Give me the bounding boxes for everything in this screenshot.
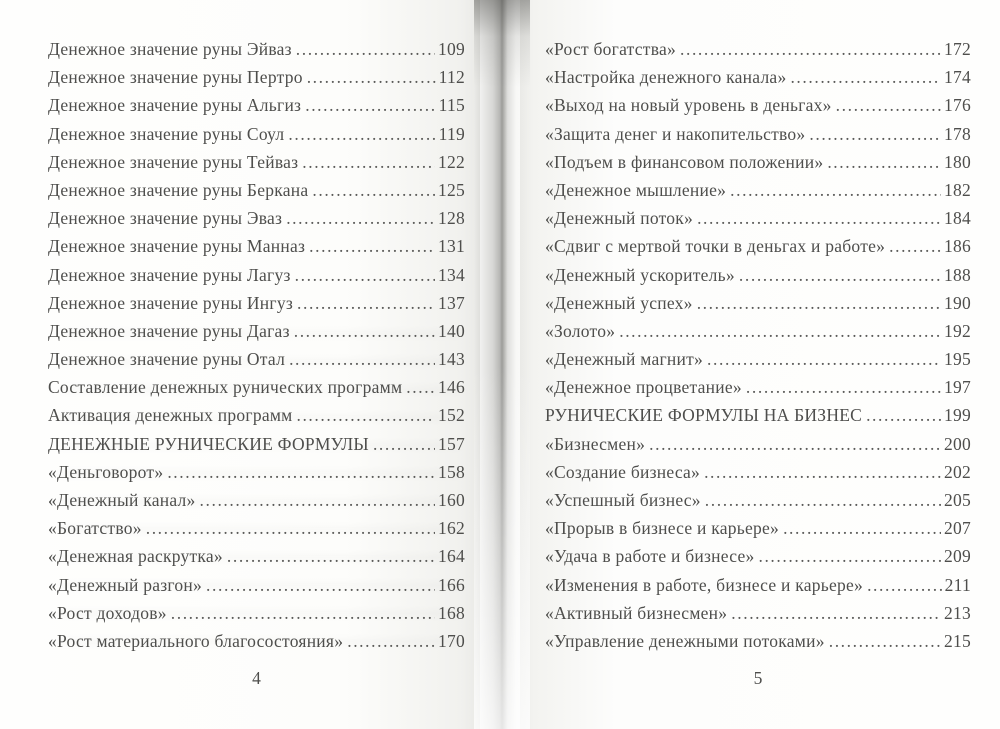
toc-entry-title: «Золото» bbox=[545, 320, 616, 341]
toc-leader-dots bbox=[227, 546, 435, 567]
toc-entry bbox=[48, 321, 465, 349]
toc-entry-title: «Денежный ускоритель» bbox=[545, 264, 735, 285]
toc-entry-page: 137 bbox=[438, 292, 465, 313]
toc-entry bbox=[48, 208, 465, 236]
toc-entry bbox=[48, 349, 465, 377]
toc-entry-page: 182 bbox=[944, 179, 971, 200]
toc-leader-dots bbox=[295, 265, 435, 286]
toc-entry bbox=[48, 124, 465, 152]
toc-entry bbox=[545, 95, 971, 123]
toc-entry-page: 205 bbox=[944, 490, 971, 510]
toc-entry-page: 160 bbox=[438, 490, 465, 510]
toc-entry-title: Денежное значение руны Дагаз bbox=[48, 320, 290, 341]
toc-leader-dots bbox=[312, 180, 435, 201]
toc-leader-dots bbox=[206, 575, 435, 596]
toc-entry bbox=[48, 518, 465, 546]
toc-leader-dots bbox=[697, 208, 941, 229]
toc-entry-page: 176 bbox=[944, 95, 971, 116]
toc-entry-page: 109 bbox=[438, 39, 465, 59]
toc-entry-page: 178 bbox=[944, 123, 971, 144]
toc-leader-dots bbox=[697, 293, 941, 314]
toc-entry-page: 152 bbox=[438, 405, 465, 426]
toc-entry-title: «Настройка денежного канала» bbox=[545, 67, 787, 88]
toc-entry-page: 199 bbox=[944, 405, 971, 426]
toc-entry-page: 174 bbox=[944, 67, 971, 88]
toc-entry-list bbox=[48, 39, 465, 659]
toc-entry bbox=[545, 546, 971, 574]
toc-leader-dots bbox=[758, 546, 941, 567]
toc-entry bbox=[48, 575, 465, 603]
toc-leader-dots bbox=[867, 575, 942, 596]
toc-entry-title: «Выход на новый уровень в деньгах» bbox=[545, 95, 832, 116]
toc-left-column bbox=[48, 39, 465, 689]
toc-entry-title: «Денежный магнит» bbox=[545, 349, 704, 370]
toc-entry bbox=[48, 293, 465, 321]
toc-entry-title: «Денежное мышление» bbox=[545, 179, 727, 200]
toc-right-column bbox=[545, 39, 971, 689]
toc-entry-page: 164 bbox=[438, 546, 465, 567]
toc-entry-list bbox=[545, 39, 971, 659]
toc-entry-title: «Удача в работе и бизнесе» bbox=[545, 546, 755, 567]
toc-entry-title: «Денежное процветание» bbox=[545, 377, 742, 398]
toc-leader-dots bbox=[305, 95, 435, 116]
toc-entry bbox=[545, 321, 971, 349]
toc-leader-dots bbox=[200, 490, 435, 511]
toc-entry bbox=[545, 180, 971, 208]
toc-entry-title: Денежное значение руны Соул bbox=[48, 123, 285, 144]
toc-leader-dots bbox=[296, 405, 435, 426]
toc-entry-page: 195 bbox=[944, 349, 971, 370]
toc-leader-dots bbox=[347, 631, 435, 652]
toc-entry bbox=[545, 293, 971, 321]
toc-entry-title: Денежное значение руны Пертро bbox=[48, 67, 303, 88]
toc-entry-page: 131 bbox=[438, 236, 465, 257]
toc-entry-title: «Денежный поток» bbox=[545, 208, 694, 229]
toc-leader-dots bbox=[309, 236, 435, 257]
toc-leader-dots bbox=[746, 377, 941, 398]
toc-entry-page: 168 bbox=[438, 602, 465, 623]
toc-entry bbox=[545, 434, 971, 462]
toc-leader-dots bbox=[680, 39, 941, 60]
toc-entry-title: «Прорыв в бизнесе и карьере» bbox=[545, 518, 780, 539]
toc-entry-title: «Денежный успех» bbox=[545, 292, 693, 313]
toc-entry bbox=[48, 434, 465, 462]
toc-entry bbox=[48, 265, 465, 293]
toc-entry-title: Денежное значение руны Эваз bbox=[48, 208, 283, 229]
left-page-number: 4 bbox=[252, 668, 261, 689]
toc-entry bbox=[545, 124, 971, 152]
toc-entry-page: 125 bbox=[438, 179, 465, 200]
toc-entry bbox=[545, 462, 971, 490]
toc-entry bbox=[545, 208, 971, 236]
toc-entry-page: 211 bbox=[944, 574, 971, 595]
toc-entry bbox=[545, 603, 971, 631]
toc-entry bbox=[48, 377, 465, 405]
toc-leader-dots bbox=[809, 124, 941, 145]
toc-entry bbox=[48, 95, 465, 123]
toc-entry bbox=[545, 236, 971, 264]
toc-leader-dots bbox=[790, 67, 941, 88]
toc-entry-title: «Подъем в финансовом положении» bbox=[545, 151, 824, 172]
toc-entry-page: 192 bbox=[944, 320, 971, 341]
toc-leader-dots bbox=[739, 265, 941, 286]
toc-entry bbox=[545, 377, 971, 405]
toc-entry-page: 170 bbox=[438, 630, 465, 651]
right-page-number: 5 bbox=[753, 668, 763, 689]
toc-entry-page: 207 bbox=[944, 518, 971, 539]
toc-entry-page: 115 bbox=[438, 95, 465, 116]
book-gutter-shadow bbox=[474, 0, 530, 729]
toc-entry-title: «Рост доходов» bbox=[48, 602, 167, 623]
toc-entry-page: 157 bbox=[438, 433, 465, 454]
toc-leader-dots bbox=[827, 152, 941, 173]
toc-leader-dots bbox=[406, 377, 435, 398]
toc-entry-page: 128 bbox=[438, 208, 465, 229]
toc-entry bbox=[545, 349, 971, 377]
toc-entry bbox=[48, 631, 465, 659]
toc-entry-title: Денежное значение руны Альгиз bbox=[48, 95, 302, 116]
toc-entry-title: «Управление денежными потоками» bbox=[545, 630, 825, 651]
toc-leader-dots bbox=[286, 208, 435, 229]
toc-entry bbox=[48, 546, 465, 574]
toc-entry bbox=[545, 39, 971, 67]
toc-entry-title: РУНИЧЕСКИЕ ФОРМУЛЫ НА БИЗНЕС bbox=[545, 405, 863, 426]
toc-entry-page: 215 bbox=[944, 630, 971, 651]
toc-leader-dots bbox=[649, 434, 941, 455]
toc-entry-page: 180 bbox=[944, 151, 971, 172]
toc-entry bbox=[48, 67, 465, 95]
toc-leader-dots bbox=[373, 434, 435, 455]
toc-leader-dots bbox=[704, 462, 941, 483]
toc-entry bbox=[545, 152, 971, 180]
toc-entry bbox=[545, 518, 971, 546]
toc-entry-page: 190 bbox=[944, 292, 971, 313]
toc-leader-dots bbox=[619, 321, 941, 342]
toc-entry-page: 140 bbox=[438, 320, 465, 341]
toc-entry-page: 112 bbox=[438, 67, 465, 88]
toc-leader-dots bbox=[294, 321, 435, 342]
toc-entry-page: 158 bbox=[438, 461, 465, 482]
toc-leader-dots bbox=[297, 293, 435, 314]
toc-leader-dots bbox=[707, 349, 941, 370]
toc-entry-title: «Богатство» bbox=[48, 518, 142, 539]
toc-leader-dots bbox=[889, 236, 941, 257]
toc-entry-page: 172 bbox=[944, 39, 971, 59]
toc-entry-page: 146 bbox=[438, 377, 465, 398]
toc-leader-dots bbox=[731, 603, 941, 624]
toc-entry-title: Составление денежных рунических программ bbox=[48, 377, 403, 398]
toc-entry-page: 213 bbox=[944, 602, 971, 623]
toc-entry bbox=[545, 490, 971, 518]
toc-leader-dots bbox=[167, 462, 435, 483]
toc-leader-dots bbox=[296, 39, 435, 60]
toc-entry-page: 119 bbox=[438, 123, 465, 144]
toc-leader-dots bbox=[730, 180, 941, 201]
toc-entry-title: Денежное значение руны Манназ bbox=[48, 236, 306, 257]
toc-entry-title: «Рост материального благосостояния» bbox=[48, 630, 344, 651]
toc-entry-title: «Денежный канал» bbox=[48, 490, 196, 510]
toc-leader-dots bbox=[171, 603, 435, 624]
toc-entry-title: Денежное значение руны Тейваз bbox=[48, 151, 299, 172]
toc-entry-page: 209 bbox=[944, 546, 971, 567]
toc-entry bbox=[545, 67, 971, 95]
toc-entry-title: Денежное значение руны Отал bbox=[48, 349, 286, 370]
toc-entry bbox=[48, 236, 465, 264]
toc-entry-page: 162 bbox=[438, 518, 465, 539]
toc-entry bbox=[48, 462, 465, 490]
toc-leader-dots bbox=[705, 490, 941, 511]
toc-entry-page: 200 bbox=[944, 433, 971, 454]
toc-entry-page: 197 bbox=[944, 377, 971, 398]
toc-entry-title: «Защита денег и накопительство» bbox=[545, 123, 806, 144]
toc-entry-title: «Бизнесмен» bbox=[545, 433, 646, 454]
toc-entry-title: «Успешный бизнес» bbox=[545, 490, 701, 510]
toc-entry-page: 188 bbox=[944, 264, 971, 285]
toc-entry bbox=[48, 180, 465, 208]
toc-entry bbox=[48, 405, 465, 433]
toc-leader-dots bbox=[829, 631, 941, 652]
toc-leader-dots bbox=[783, 518, 941, 539]
toc-entry bbox=[545, 265, 971, 293]
toc-entry-title: ДЕНЕЖНЫЕ РУНИЧЕСКИЕ ФОРМУЛЫ bbox=[48, 433, 369, 454]
toc-entry bbox=[545, 631, 971, 659]
toc-entry-title: «Денежный разгон» bbox=[48, 574, 203, 595]
toc-entry-title: Денежное значение руны Беркана bbox=[48, 179, 309, 200]
toc-entry-title: «Деньговорот» bbox=[48, 461, 164, 482]
toc-entry bbox=[48, 39, 465, 67]
toc-entry bbox=[48, 603, 465, 631]
toc-entry-page: 184 bbox=[944, 208, 971, 229]
toc-entry-title: Активация денежных программ bbox=[48, 405, 293, 426]
toc-entry-title: Денежное значение руны Ингуз bbox=[48, 292, 294, 313]
toc-entry bbox=[545, 575, 971, 603]
toc-entry-title: «Изменения в работе, бизнесе и карьере» bbox=[545, 574, 864, 595]
toc-entry-title: «Денежная раскрутка» bbox=[48, 546, 223, 567]
toc-entry-page: 202 bbox=[944, 461, 971, 482]
toc-entry bbox=[545, 405, 971, 433]
toc-leader-dots bbox=[288, 124, 435, 145]
toc-entry-title: «Создание бизнеса» bbox=[545, 461, 701, 482]
toc-entry-page: 134 bbox=[438, 264, 465, 285]
toc-leader-dots bbox=[289, 349, 435, 370]
toc-entry-page: 143 bbox=[438, 349, 465, 370]
toc-entry-title: Денежное значение руны Эйваз bbox=[48, 39, 292, 59]
toc-entry-title: «Рост богатства» bbox=[545, 39, 676, 59]
toc-entry bbox=[48, 490, 465, 518]
toc-leader-dots bbox=[307, 67, 436, 88]
toc-entry-page: 186 bbox=[944, 236, 971, 257]
toc-leader-dots bbox=[836, 95, 941, 116]
toc-leader-dots bbox=[866, 405, 941, 426]
toc-leader-dots bbox=[302, 152, 435, 173]
toc-entry-page: 122 bbox=[438, 151, 465, 172]
toc-entry-title: Денежное значение руны Лагуз bbox=[48, 264, 291, 285]
toc-entry-title: «Активный бизнесмен» bbox=[545, 602, 728, 623]
toc-leader-dots bbox=[146, 518, 435, 539]
toc-entry-title: «Сдвиг с мертвой точки в деньгах и работе» bbox=[545, 236, 886, 257]
toc-entry-page: 166 bbox=[438, 574, 465, 595]
toc-entry bbox=[48, 152, 465, 180]
